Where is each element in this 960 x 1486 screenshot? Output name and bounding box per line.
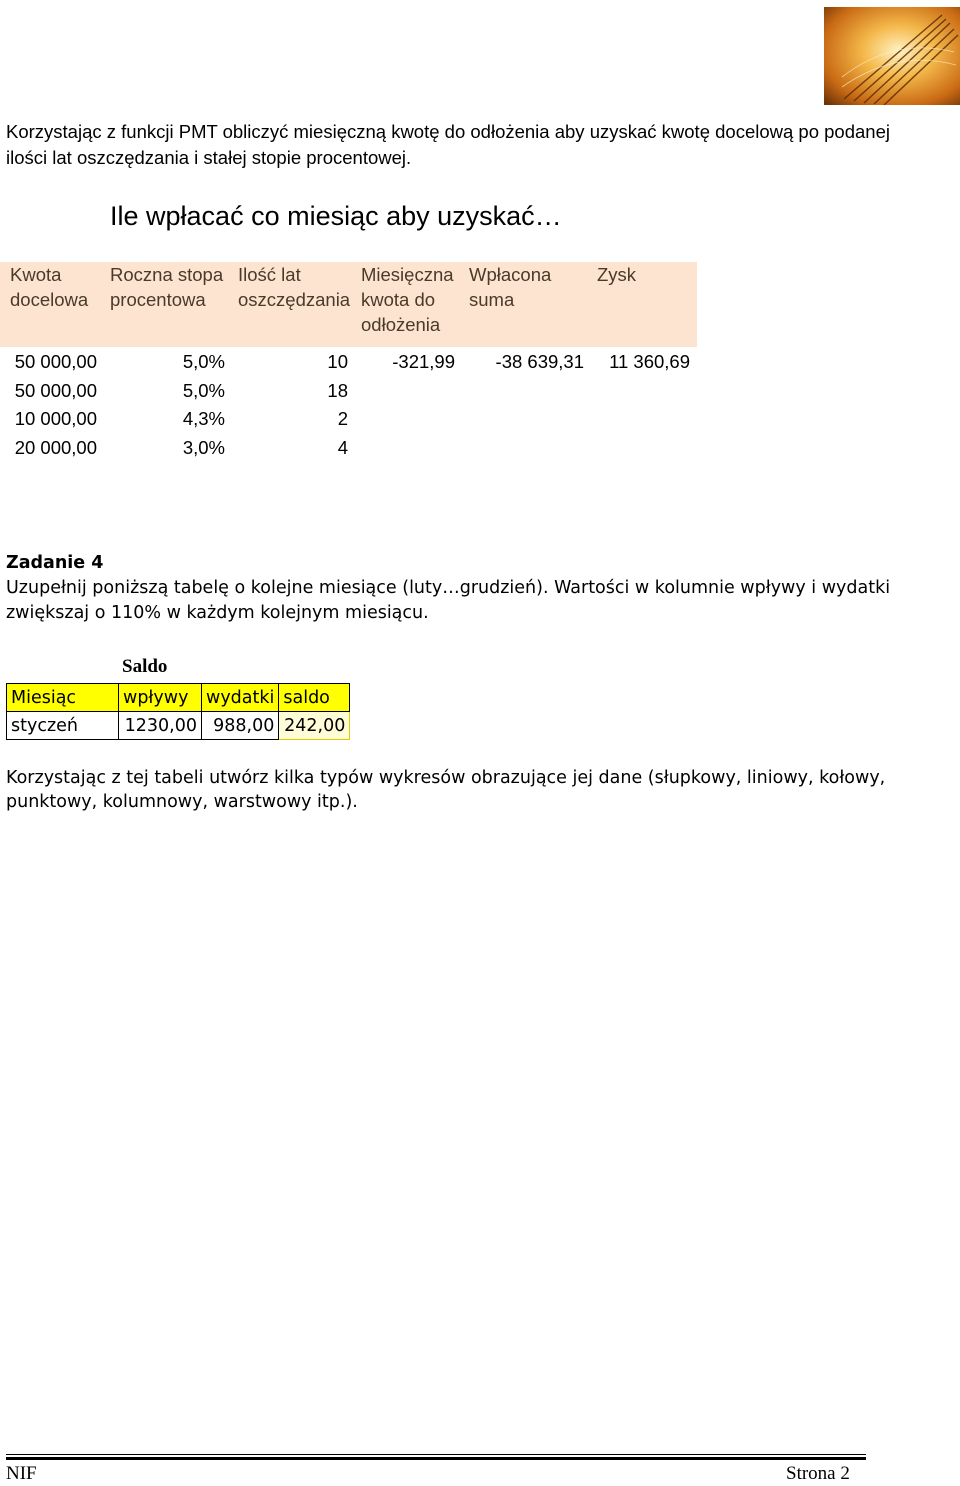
cell-years: 18 [327, 380, 348, 401]
outro-paragraph: Korzystając z tej tabeli utwórz kilka typów wykresów obrazujące jej dane (słupkowy, liniowy, kołowy, punktowy, kolumnowy, warstwowy itp.). [6, 768, 886, 812]
cell-rate: 5,0% [182, 351, 225, 372]
cell-rate: 4,3% [182, 408, 225, 429]
header-profit: Zysk [597, 264, 637, 285]
cell-years: 10 [327, 351, 348, 372]
calc-table-title: Ile wpłacać co miesiąc aby uzyskać… [110, 201, 562, 231]
header-expense: wydatki [202, 684, 279, 712]
header-month: Miesiąc [7, 684, 119, 712]
cell-years: 2 [337, 408, 348, 429]
header-balance: saldo [279, 684, 350, 712]
cell-income: 1230,00 [119, 712, 202, 740]
intro-paragraph: Korzystając z funkcji PMT obliczyć miesięczną kwotę do odłożenia aby uzyskać kwotę docelową po podanej ilości lat oszczędzania i stałej stopie procentowej. [6, 121, 890, 168]
cell-years: 4 [337, 437, 348, 458]
header-years: Ilość lat oszczędzania [238, 264, 351, 310]
cell-rate: 5,0% [182, 380, 225, 401]
footer-left-label: NIF [6, 1463, 37, 1484]
saldo-table [6, 683, 350, 740]
cell-target: 50 000,00 [14, 380, 97, 401]
header-target: Kwota docelowa [10, 264, 89, 310]
page-number: Strona 2 [786, 1463, 850, 1484]
footer-rule [6, 1454, 866, 1455]
cell-expense: 988,00 [202, 712, 279, 740]
saldo-header-row [7, 684, 350, 712]
saldo-data-row [7, 712, 350, 740]
cell-monthly: -321,99 [392, 351, 455, 372]
saldo-table-title: Saldo [122, 656, 168, 677]
header-rate: Roczna stopa procentowa [110, 264, 224, 310]
cell-month: styczeń [7, 712, 119, 740]
cell-target: 50 000,00 [14, 351, 97, 372]
rake-header-image [824, 7, 960, 105]
task4-block [6, 551, 906, 626]
task4-title: Zadanie 4 [6, 553, 104, 573]
task4-text: Uzupełnij poniższą tabelę o kolejne miesiące (luty…grudzień). Wartości w kolumnie wpływy i wydatki zwiększaj o 110% w każdym kolejnym miesiącu. [6, 578, 891, 623]
cell-target: 10 000,00 [14, 408, 97, 429]
cell-paid: -38 639,31 [495, 351, 584, 372]
cell-balance: 242,00 [279, 712, 350, 740]
cell-target: 20 000,00 [14, 437, 97, 458]
cell-profit: 11 360,69 [609, 351, 690, 372]
header-monthly: Miesięczna kwota do odłożenia [361, 264, 454, 335]
footer-rule-thick [6, 1457, 866, 1460]
cell-rate: 3,0% [182, 437, 225, 458]
header-paid: Wpłacona suma [469, 264, 552, 310]
header-income: wpływy [119, 684, 202, 712]
